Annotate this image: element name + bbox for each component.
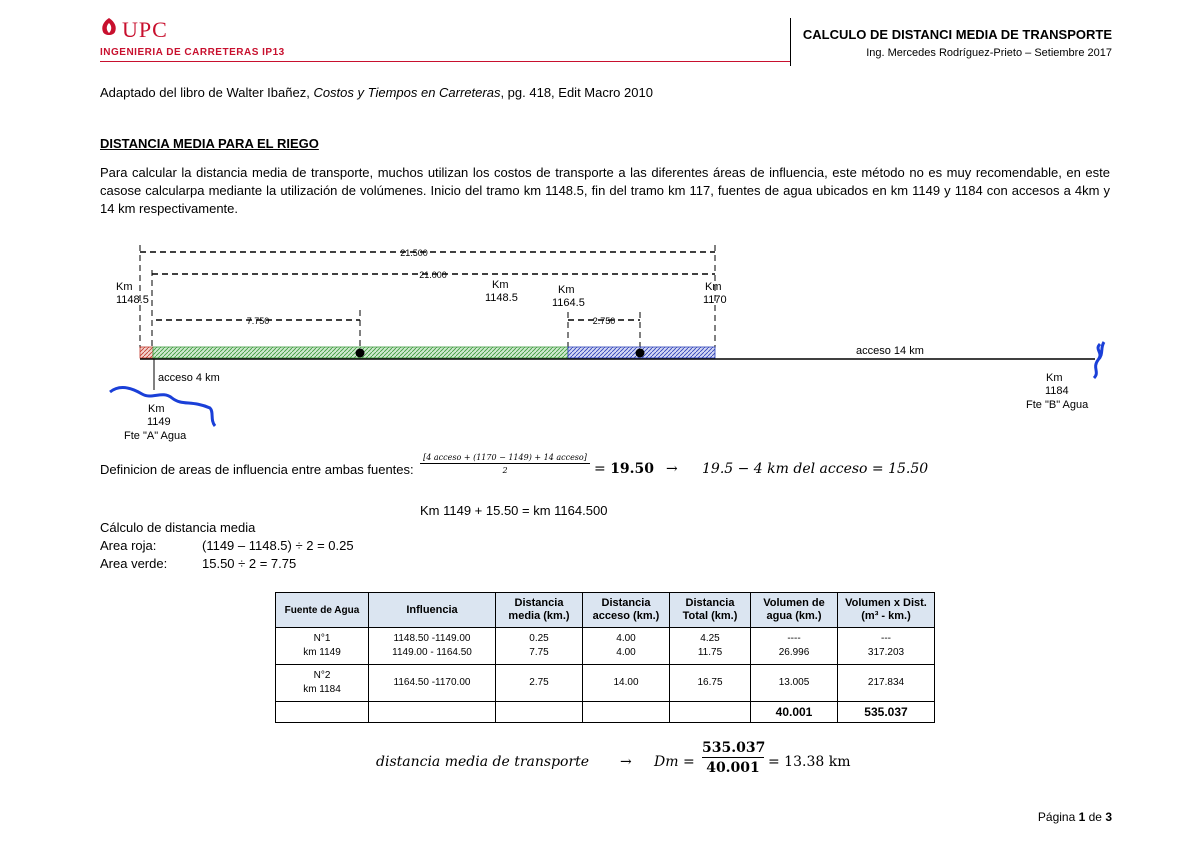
calc-green-value: 15.50 ÷ 2 = 7.75 (202, 556, 297, 571)
cell-influencia: 1148.50 -1149.00 1149.00 - 1164.50 (369, 628, 496, 665)
col-total: Distancia Total (km.) (670, 593, 751, 628)
dimension-right-label: 2.750 (592, 316, 616, 326)
col-fuente: Fuente de Agua (276, 593, 369, 628)
col-acceso: Distancia acceso (km.) (583, 593, 670, 628)
page-prefix: Página (1037, 810, 1079, 824)
km-mid-label: Km (492, 279, 509, 291)
cell-acceso: 4.00 4.00 (583, 628, 670, 665)
cell-acceso: 14.00 (583, 665, 670, 702)
source-suffix: , pg. 418, Edit Macro 2010 (500, 85, 653, 100)
water-b-icon (1094, 342, 1104, 378)
header-rule (100, 61, 790, 62)
access-left-label: acceso 4 km (158, 372, 220, 384)
cell-empty (369, 702, 496, 723)
formula-numerator: [4 acceso + (1170 − 1149) + 14 acceso] (420, 453, 590, 464)
cell-empty (670, 702, 751, 723)
source-a-value: 1149 (147, 416, 171, 428)
source-prefix: Adaptado del libro de Walter Ibañez, (100, 85, 314, 100)
cell-volumen: ---- 26.996 (751, 628, 838, 665)
final-formula-label: distancia media de transporte (376, 754, 590, 770)
km-end-label: Km (705, 281, 722, 293)
header-divider (790, 18, 791, 66)
formula-result-prefix: = (594, 461, 611, 477)
formula-result-value: 19.50 (610, 461, 655, 477)
table-row (276, 628, 935, 665)
page-total: 3 (1105, 810, 1112, 824)
calc-red-label: Area roja: (100, 538, 157, 553)
cell-total: 4.25 11.75 (670, 628, 751, 665)
final-numerator: 535.037 (702, 740, 766, 756)
cell-empty (496, 702, 583, 723)
page-middle: de (1085, 810, 1106, 824)
final-denominator: 40.001 (706, 760, 760, 776)
centroid-right (636, 349, 645, 358)
final-formula-arrow: → (620, 754, 632, 770)
calc-green-label: Area verde: (100, 556, 168, 571)
transport-diagram (100, 240, 1120, 445)
cell-vol-dist: 217.834 (838, 665, 935, 702)
table-row (276, 665, 935, 702)
calc-red-value: (1149 – 1148.5) ÷ 2 = 0.25 (202, 538, 354, 553)
red-area (140, 347, 153, 358)
total-volumen: 40.001 (751, 702, 838, 723)
source-b-name: Fte "B" Agua (1026, 399, 1089, 411)
source-b-km: Km (1046, 372, 1063, 384)
page-current: 1 (1078, 810, 1086, 824)
source-a-km: Km (148, 403, 165, 415)
cell-total: 16.75 (670, 665, 751, 702)
formula-denominator: 2 (502, 466, 508, 475)
source-b-value: 1184 (1045, 385, 1069, 397)
col-media: Distancia media (km.) (496, 593, 583, 628)
logo-text: UPC (122, 17, 168, 42)
source-book: Costos y Tiempos en Carreteras (313, 85, 501, 100)
table-totals-row (276, 702, 935, 723)
distance-table (275, 592, 935, 723)
formula-result (594, 461, 654, 477)
cell-influencia: 1164.50 -1170.00 (369, 665, 496, 702)
table-header-row (276, 593, 935, 628)
cell-empty (583, 702, 670, 723)
formula-arrow: → (666, 461, 678, 477)
cell-vol-dist: --- 317.203 (838, 628, 935, 665)
formula-second: 19.5 − 4 km del acceso = 15.50 (702, 461, 929, 477)
final-formula-dm: Dm = (654, 754, 695, 770)
upc-logo-icon (100, 16, 118, 38)
dimension-left-label: 7.750 (246, 316, 270, 326)
source-a-name: Fte "A" Agua (124, 430, 187, 442)
col-influencia: Influencia (369, 593, 496, 628)
intro-paragraph: Para calcular la distancia media de transporte, muchos utilizan los costos de transporte a las diferentes áreas de influencia, este método no es muy recomendable, en este casose calcularpa mediante la utilización de volúmenes. Inicio del tramo km 1148.5, fin del tramo km 117, fuentes de agua ubicados en km 1149 y 1184 con accesos a 4km y 14 km respectivamente. (100, 165, 1110, 216)
access-right-label: acceso 14 km (856, 345, 924, 357)
final-formula-fraction (702, 740, 764, 776)
page-number (1020, 810, 1112, 824)
total-vol-dist: 535.037 (838, 702, 935, 723)
document-author: Ing. Mercedes Rodríguez-Prieto – Setiembre 2017 (866, 47, 1112, 59)
km-start-value: 1148.5 (116, 294, 149, 306)
dimension-total-label: 21.500 (400, 248, 428, 258)
section-title: DISTANCIA MEDIA PARA EL RIEGO (100, 136, 319, 151)
cell-media: 2.75 (496, 665, 583, 702)
km-boundary-value: 1164.5 (552, 297, 585, 309)
dimension-total (140, 245, 715, 348)
km-start-label: Km (116, 281, 133, 293)
km-boundary-label: Km (558, 284, 575, 296)
cell-fuente: N°2 km 1184 (276, 665, 369, 702)
cell-media: 0.25 7.75 (496, 628, 583, 665)
formula-fraction (420, 453, 590, 475)
org-line: INGENIERIA DE CARRETERAS IP13 (100, 47, 285, 58)
dimension-left (156, 310, 360, 352)
dimension-inner (152, 270, 715, 352)
calc-title: Cálculo de distancia media (100, 520, 256, 535)
cell-empty (276, 702, 369, 723)
col-vol-dist: Volumen x Dist. (m³ - km.) (838, 593, 935, 628)
centroid-left (356, 349, 365, 358)
km-mid-value: 1148.5 (485, 292, 518, 304)
col-volumen: Volumen de agua (km.) (751, 593, 838, 628)
dimension-right (568, 312, 640, 352)
final-formula-result: = 13.38 km (768, 754, 851, 770)
formula-label: Definicion de areas de influencia entre ambas fuentes: (100, 462, 414, 477)
document-title: CALCULO DE DISTANCI MEDIA DE TRANSPORTE (802, 27, 1112, 42)
km-result: Km 1149 + 15.50 = km 1164.500 (420, 503, 608, 518)
cell-fuente: N°1 km 1149 (276, 628, 369, 665)
cell-volumen: 13.005 (751, 665, 838, 702)
source-citation (100, 85, 653, 100)
km-end-value: 1170 (703, 294, 727, 306)
dimension-inner-label: 21.000 (419, 270, 447, 280)
